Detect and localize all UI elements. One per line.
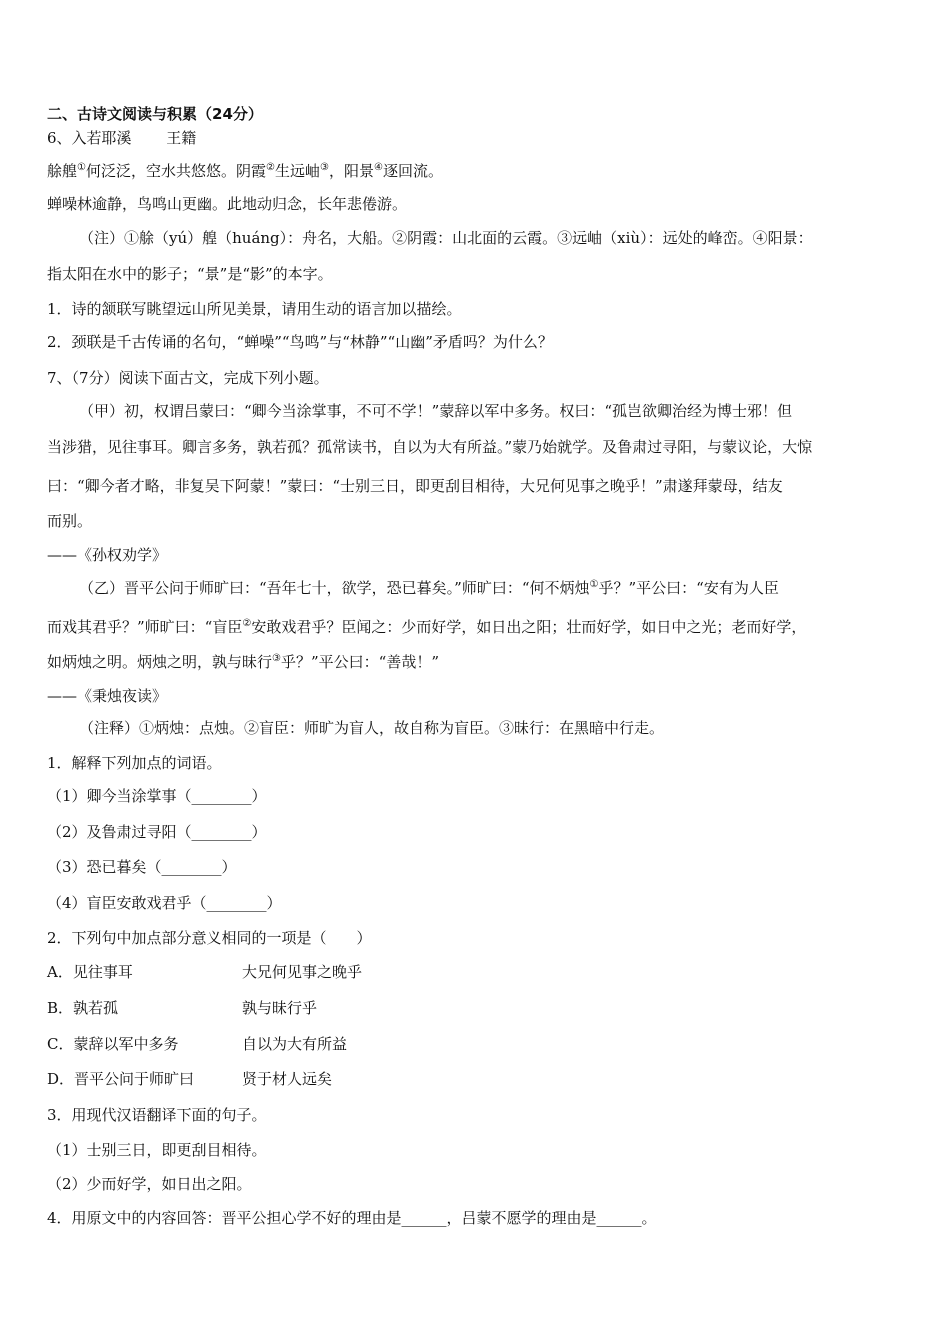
q6-subquestion-1: 1．诗的颔联写眺望远山所见美景，请用生动的语言加以描绘。	[47, 300, 462, 318]
poem-text: 逐回流。	[382, 162, 443, 180]
q7-subquestion-4: 4．用原文中的内容回答：晋平公担心学不好的理由是______，吕蒙不愿学的理由是______。	[47, 1209, 657, 1227]
poem-note-line-2: 指太阳在水中的影子；“景”是“影”的本字。	[47, 265, 333, 283]
footnote-marker: ①	[77, 162, 86, 173]
passage-yi-line-1	[79, 578, 779, 598]
passage-yi-source: ——《秉烛夜读》	[47, 687, 168, 705]
passage-yi-line-3	[47, 652, 439, 672]
option-c-left: C．蒙辞以军中多务	[47, 1035, 179, 1053]
passage-text: 乎？”平公曰：“善哉！”	[280, 653, 439, 671]
passage-text: 安敢戏君乎？臣闻之：少而好学，如日出之阳；壮而好学，如日中之光；老而好学，	[251, 618, 807, 636]
option-a-left: A．见往事耳	[47, 963, 133, 981]
passage-jia-line-4: 而别。	[47, 512, 93, 530]
passage-text: 而戏其君乎？”师旷曰：“盲臣	[47, 618, 243, 636]
option-a-right: 大兄何见事之晚乎	[242, 963, 363, 981]
q7-subquestion-1: 1．解释下列加点的词语。	[47, 754, 222, 772]
option-c-right: 自以为大有所益	[242, 1035, 348, 1053]
footnote-marker: ②	[242, 618, 252, 629]
poem-text: ，阳景	[328, 162, 374, 180]
poem-note-line-1: （注）①艅（yú）艎（huáng）：舟名，大船。②阴霞：山北面的云霞。③远岫（xiù）：远处的峰峦。④阳景：	[79, 229, 813, 247]
q7-translate-2: （2）少而好学，如日出之阳。	[47, 1175, 252, 1193]
q7-blank-4: （4）盲臣安敢戏君乎（________）	[47, 894, 282, 912]
option-b-right: 孰与昧行乎	[242, 999, 318, 1017]
passage-jia-line-3: 曰：“卿今者才略，非复吴下阿蒙！”蒙曰：“士别三日，即更刮目相待，大兄何见事之晚乎！”肃遂拜蒙母，结友	[47, 477, 783, 495]
passage-jia-line-1: （甲）初，权谓吕蒙曰：“卿今当涂掌事，不可不学！”蒙辞以军中多务。权曰：“孤岂欲卿治经为博士邪！但	[79, 402, 793, 420]
option-d-left: D．晋平公问于师旷曰	[47, 1070, 195, 1088]
option-b-left: B．孰若孤	[47, 999, 119, 1017]
footnote-marker: ①	[589, 579, 599, 590]
q7-translate-1: （1）士别三日，即更刮目相待。	[47, 1141, 267, 1159]
q7-subquestion-3: 3．用现代汉语翻译下面的句子。	[47, 1106, 267, 1124]
poem-line-1	[47, 161, 443, 181]
passage-text: 乎？”平公曰：“安有为人臣	[598, 579, 779, 597]
poem-text: 生远岫	[274, 162, 320, 180]
q6-subquestion-2: 2．颈联是千古传诵的名句，“蝉噪”“鸟鸣”与“林静”“山幽”矛盾吗？为什么？	[47, 333, 553, 351]
footnote-marker: ③	[319, 162, 329, 173]
q7-blank-3: （3）恐已暮矣（________）	[47, 858, 237, 876]
option-d-right: 贤于材人远矣	[242, 1070, 333, 1088]
q7-blank-2: （2）及鲁肃过寻阳（________）	[47, 823, 267, 841]
q7-intro: 7、（7分）阅读下面古文，完成下列小题。	[47, 369, 329, 387]
q7-blank-1: （1）卿今当涂掌事（________）	[47, 787, 267, 805]
poem-line-2: 蝉噪林逾静，鸟鸣山更幽。此地动归念，长年悲倦游。	[47, 195, 408, 213]
poem-text: 何泛泛，空水共悠悠。阴霞	[85, 162, 266, 180]
passage-text: （乙）晋平公问于师旷曰：“吾年七十，欲学，恐已暮矣。”师旷曰：“何不炳烛	[79, 579, 590, 597]
passage-yi-notes: （注释）①炳烛：点烛。②盲臣：师旷为盲人，故自称为盲臣。③昧行：在黑暗中行走。	[79, 719, 665, 737]
footnote-marker: ③	[272, 653, 281, 664]
section-title: 二、古诗文阅读与积累（24分）	[47, 105, 263, 123]
footnote-marker: ②	[266, 162, 275, 173]
passage-jia-source: ——《孙权劝学》	[47, 546, 168, 564]
poem-title: 6、入若耶溪 王籍	[47, 129, 197, 147]
q7-subquestion-2: 2．下列句中加点部分意义相同的一项是（ ）	[47, 929, 372, 947]
poem-text: 艅艎	[47, 162, 78, 180]
footnote-marker: ④	[373, 162, 383, 173]
passage-jia-line-2: 当涉猎，见往事耳。卿言多务，孰若孤？孤常读书，自以为大有所益。”蒙乃始就学。及鲁肃过寻阳，与蒙议论，大惊	[47, 438, 813, 456]
passage-text: 如炳烛之明。炳烛之明，孰与昧行	[47, 653, 273, 671]
passage-yi-line-2	[47, 617, 806, 637]
